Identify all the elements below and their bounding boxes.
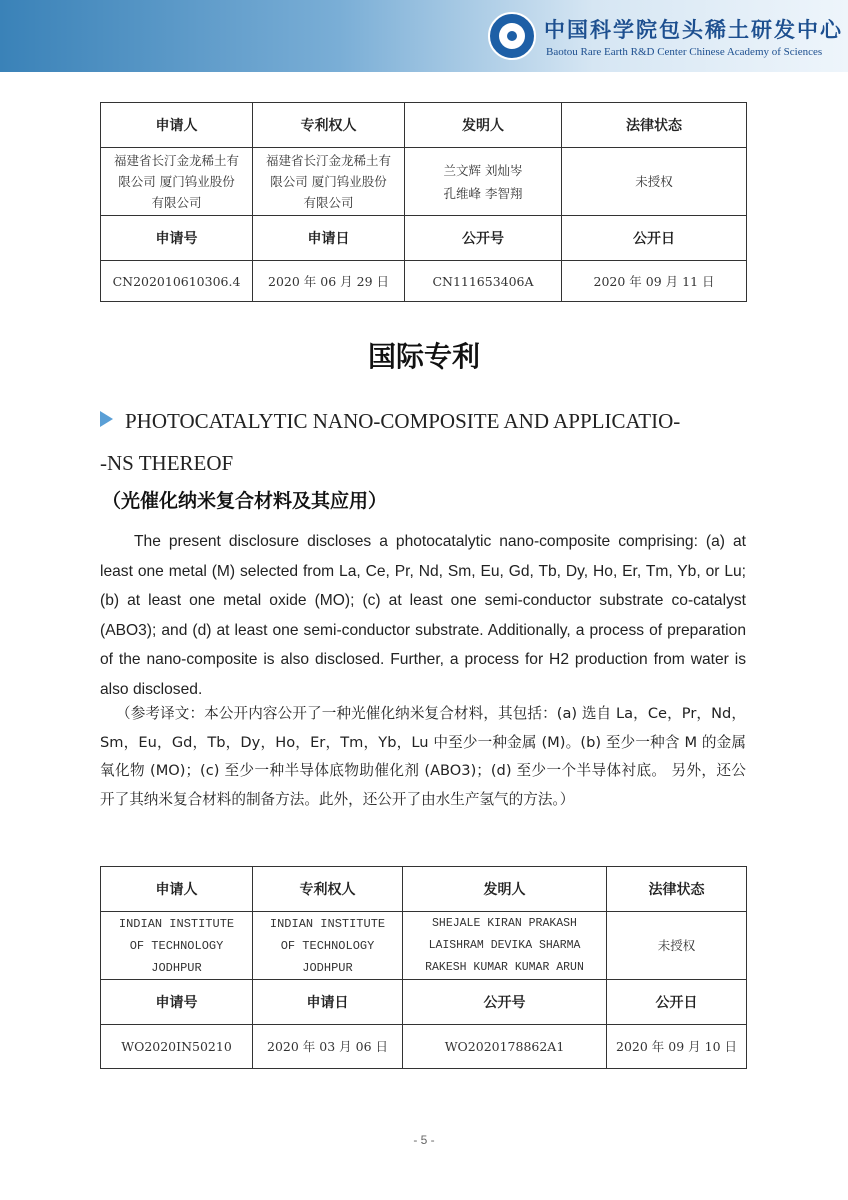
cell-applicant: INDIAN INSTITUTE OF TECHNOLOGY JODHPUR <box>101 912 253 980</box>
header-patentee: 专利权人 <box>253 867 403 912</box>
patent-title-cn: （光催化纳米复合材料及其应用） <box>102 490 388 512</box>
header-publication-date: 公开日 <box>607 980 747 1025</box>
header-application-no: 申请号 <box>101 216 253 261</box>
table-header-row <box>101 216 747 261</box>
table-header-row <box>101 867 747 912</box>
org-name-cn: 中国科学院包头稀土研发中心 <box>544 17 843 42</box>
patent-table-2 <box>100 866 747 1069</box>
header-application-date: 申请日 <box>253 980 403 1025</box>
cell-inventors: 兰文辉 刘灿岑 孔维峰 李智翔 <box>405 148 562 216</box>
cell-patentee: 福建省长汀金龙稀土有 限公司 厦门钨业股份 有限公司 <box>253 148 405 216</box>
header-applicant: 申请人 <box>101 103 253 148</box>
translation-text: （参考译文：本公开内容公开了一种光催化纳米复合材料，其包括：(a) 选自 La，Ce，Pr，Nd，Sm，Eu，Gd，Tb，Dy，Ho，Er，Tm，Yb，Lu 中至少一种金属 (M)。(b) 至少一种含 M 的金属氧化物 (MO)；(c) 至少一种半导体底物助催化剂 (ABO3)；(d) 至少一个半导体衬底。 另外，还公开了其纳米复合材料的制备方法。此外，还公开了由水生产氢气的方法。） <box>100 705 746 808</box>
cell-publication-no: WO2020178862A1 <box>403 1025 607 1069</box>
cell-legal-status: 未授权 <box>607 912 747 980</box>
header-banner <box>0 0 848 72</box>
table-row <box>101 148 747 216</box>
cell-patentee: INDIAN INSTITUTE OF TECHNOLOGY JODHPUR <box>253 912 403 980</box>
header-legal-status: 法律状态 <box>607 867 747 912</box>
cell-application-date: 2020 年 06 月 29 日 <box>253 261 405 302</box>
section-title: 国际专利 <box>367 340 480 373</box>
header-application-date: 申请日 <box>253 216 405 261</box>
table-header-row <box>101 103 747 148</box>
org-name-en: Baotou Rare Earth R&D Center Chinese Academy of Sciences <box>546 46 823 58</box>
header-application-no: 申请号 <box>101 980 253 1025</box>
cell-application-no: CN202010610306.4 <box>101 261 253 302</box>
cas-logo-icon <box>488 12 536 60</box>
cell-application-date: 2020 年 03 月 06 日 <box>253 1025 403 1069</box>
table-row <box>101 1025 747 1069</box>
cell-publication-date: 2020 年 09 月 10 日 <box>607 1025 747 1069</box>
patent-title: PHOTOCATALYTIC NANO-COMPOSITE AND APPLICATIO- -NS THEREOF <box>100 409 681 475</box>
abstract-text: The present disclosure discloses a photocatalytic nano-composite comprising: (a) at least one metal (M) selected from La, Ce, Pr, Nd, Sm, Eu, Gd, Tb, Dy, Ho, Er, Tm, Yb, or Lu; (b) at least one metal oxide (MO); (c) at least one semi-conductor substrate co-catalyst (ABO3); and (d) at least one semi-conductor substrate. Additionally, a process of preparation of the nano-composite is also disclosed. Further, a process for H2 production from water is also disclosed. <box>100 533 746 698</box>
header-inventor: 发明人 <box>403 867 607 912</box>
cell-legal-status: 未授权 <box>562 148 747 216</box>
header-publication-date: 公开日 <box>562 216 747 261</box>
cell-application-no: WO2020IN50210 <box>101 1025 253 1069</box>
table-row <box>101 261 747 302</box>
cell-publication-date: 2020 年 09 月 11 日 <box>562 261 747 302</box>
patent-table-1 <box>100 102 747 302</box>
header-inventor: 发明人 <box>405 103 562 148</box>
header-patentee: 专利权人 <box>253 103 405 148</box>
header-applicant: 申请人 <box>101 867 253 912</box>
cell-publication-no: CN111653406A <box>405 261 562 302</box>
page-number: - 5 - <box>413 1133 435 1147</box>
table-header-row <box>101 980 747 1025</box>
header-publication-no: 公开号 <box>405 216 562 261</box>
header-publication-no: 公开号 <box>403 980 607 1025</box>
table-row <box>101 912 747 980</box>
cell-inventors: SHEJALE KIRAN PRAKASH LAISHRAM DEVIKA SHARMA RAKESH KUMAR KUMAR ARUN <box>403 912 607 980</box>
header-legal-status: 法律状态 <box>562 103 747 148</box>
triangle-bullet-icon <box>100 411 113 427</box>
cell-applicant: 福建省长汀金龙稀土有 限公司 厦门钨业股份 有限公司 <box>101 148 253 216</box>
